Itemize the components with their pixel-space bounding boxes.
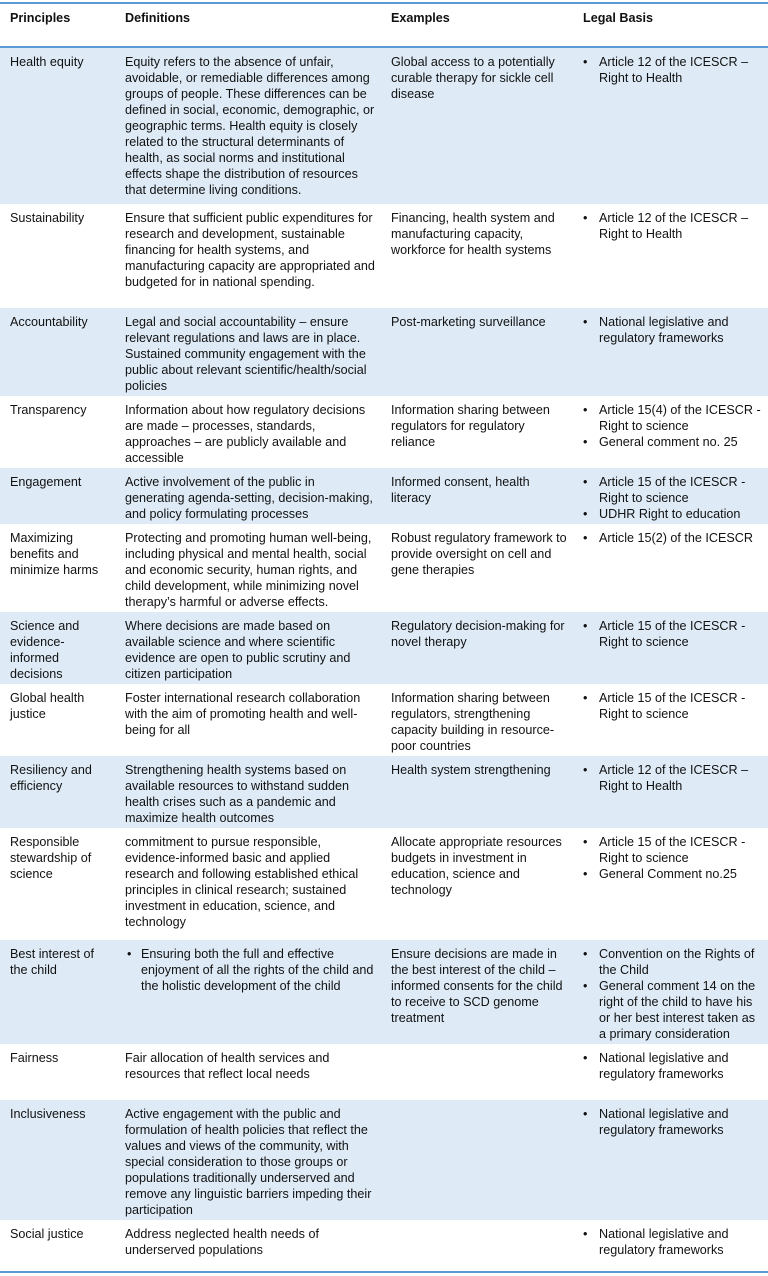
legal-basis-cell [573,308,768,396]
legal-basis-list [583,210,762,242]
example-cell: Ensure decisions are made in the best interest of the child – informed consents for the child to receive to SCD genome treatment [381,940,573,1044]
legal-basis-cell [573,940,768,1044]
legal-basis-item: • Article 15 of the ICESCR - Right to science [599,834,762,866]
table-body [0,47,768,1272]
definition-cell: Where decisions are made based on available science and where scientific evidence are open to public scrutiny and citizen participation [115,612,381,684]
legal-basis-cell [573,204,768,308]
header-legal-basis: Legal Basis [573,3,768,47]
principle-cell: Best interest of the child [0,940,115,1044]
legal-basis-cell [573,47,768,204]
example-cell [381,1100,573,1220]
table-row [0,1044,768,1100]
legal-basis-cell [573,524,768,612]
legal-basis-cell [573,828,768,940]
legal-basis-list [583,474,762,522]
legal-basis-cell [573,1044,768,1100]
table-row [0,756,768,828]
definition-cell: Protecting and promoting human well-being, including physical and mental health, social and economic security, human rights, and child development, while minimizing novel therapy’s harmful or adverse effects. [125,531,372,609]
legal-basis-list [583,402,762,450]
definition-cell: Strengthening health systems based on available resources to withstand sudden health crises such as a pandemic and maximize health outcomes [115,756,381,828]
legal-basis-list [583,690,762,722]
legal-basis-item: • General comment no. 25 [599,434,762,450]
legal-basis-item: • National legislative and regulatory frameworks [599,1050,762,1082]
principle-cell: Resiliency and efficiency [0,756,115,828]
definition-cell: Equity refers to the absence of unfair, avoidable, or remediable differences among groups of people. These differences can be defined in social, economic, demographic, or geographic terms. Health equity is closely related to the structural determinants of health, as social norms and institutional effects shape the distribution of resources that determine living conditions. [115,47,381,204]
legal-basis-cell [573,396,768,468]
table-row [0,524,768,612]
definition-cell: Active involvement of the public in generating agenda-setting, decision-making, and policy formulating processes [115,468,381,524]
principle-cell: Responsible stewardship of science [10,835,92,881]
example-cell [381,1220,573,1272]
principle-cell: Engagement [0,468,115,524]
example-cell [381,1044,573,1100]
definition-list [125,946,375,994]
definition-cell: Foster international research collaboration with the aim of promoting health and well-being for all [125,691,361,737]
definition-cell: Information about how regulatory decisions are made – processes, standards, approaches – are publicly available and accessible [125,403,366,465]
table-row [0,612,768,684]
table-header-row [0,3,768,47]
legal-basis-cell [573,756,768,828]
legal-basis-item: • Article 12 of the ICESCR – Right to Health [599,762,762,794]
header-examples: Examples [381,3,573,47]
example-cell: Information sharing between regulators, strengthening capacity building in resource-poor countries [391,691,555,753]
legal-basis-item: • General comment 14 on the right of the child to have his or her best interest taken as a primary consideration [599,978,762,1042]
table-row [0,47,768,204]
legal-basis-cell [573,684,768,756]
legal-basis-cell [573,1100,768,1220]
legal-basis-item: • General Comment no.25 [599,866,762,882]
legal-basis-list [583,1106,762,1138]
principle-cell: Sustainability [10,211,85,225]
table-row [0,204,768,308]
definition-cell: Legal and social accountability – ensure relevant regulations and laws are in place. Sustained community engagement with the public about relevant scientific/health/social policies [115,308,381,396]
principle-cell: Maximizing benefits and minimize harms [10,531,99,577]
table-row [0,828,768,940]
principles-table [0,2,768,1273]
legal-basis-list [583,946,762,1042]
legal-basis-item: • UDHR Right to education [599,506,762,522]
legal-basis-item: • Convention on the Rights of the Child [599,946,762,978]
principle-cell: Health equity [0,47,115,204]
header-definitions: Definitions [115,3,381,47]
example-cell: Information sharing between regulators for regulatory reliance [391,403,550,449]
principle-cell: Social justice [10,1227,84,1241]
example-cell: Global access to a potentially curable therapy for sickle cell disease [381,47,573,204]
legal-basis-item: • National legislative and regulatory frameworks [599,1226,762,1258]
example-cell: Regulatory decision-making for novel therapy [381,612,573,684]
table-row [0,396,768,468]
table-row [0,1220,768,1272]
table-row [0,308,768,396]
legal-basis-item: • Article 15 of the ICESCR - Right to science [599,618,762,650]
principle-cell: Accountability [0,308,115,396]
principle-cell: Transparency [10,403,87,417]
legal-basis-list [583,54,762,86]
example-cell: Robust regulatory framework to provide oversight on cell and gene therapies [391,531,567,577]
legal-basis-list [583,314,762,346]
definition-cell: Address neglected health needs of underserved populations [125,1227,319,1257]
header-principles: Principles [0,3,115,47]
principle-cell: Science and evidence-informed decisions [0,612,115,684]
example-cell: Health system strengthening [381,756,573,828]
legal-basis-list [583,618,762,650]
legal-basis-cell [573,612,768,684]
legal-basis-list [583,530,762,546]
legal-basis-cell [573,1220,768,1272]
legal-basis-item: • Article 15 of the ICESCR - Right to science [599,690,762,722]
principle-cell: Fairness [10,1051,59,1065]
definition-cell: commitment to pursue responsible, evidence-informed basic and applied research and following established ethical principles in clinical research; sustained investment in education, science, and technology [125,835,359,929]
table-row [0,468,768,524]
legal-basis-item: • Article 15(4) of the ICESCR - Right to science [599,402,762,434]
legal-basis-cell [573,468,768,524]
example-cell: Financing, health system and manufacturing capacity, workforce for health systems [391,211,555,257]
definition-cell: Active engagement with the public and formulation of health policies that reflect the values and views of the community, with special consideration to those groups or populations traditionally underserved and remove any linguistic barriers impeding their participation [115,1100,381,1220]
example-cell: Post-marketing surveillance [381,308,573,396]
example-cell: Allocate appropriate resources budgets in investment in education, science and technology [391,835,562,897]
legal-basis-list [583,1226,762,1258]
table-row [0,940,768,1044]
legal-basis-item: • Article 12 of the ICESCR – Right to Health [599,210,762,242]
legal-basis-item: • National legislative and regulatory frameworks [599,314,762,346]
legal-basis-list [583,1050,762,1082]
legal-basis-list [583,762,762,794]
legal-basis-item: • Article 15 of the ICESCR - Right to science [599,474,762,506]
legal-basis-list [583,834,762,882]
legal-basis-item: • Article 15(2) of the ICESCR [599,530,762,546]
table-row [0,1100,768,1220]
table-row [0,684,768,756]
legal-basis-item: • National legislative and regulatory frameworks [599,1106,762,1138]
principle-cell: Global health justice [10,691,85,721]
definition-cell: Ensure that sufficient public expenditures for research and development, sustainable financing for health systems, and manufacturing capacity are appropriated and budgeted for in national spending. [125,211,375,289]
example-cell: Informed consent, health literacy [381,468,573,524]
legal-basis-item: • Article 12 of the ICESCR – Right to Health [599,54,762,86]
definition-cell [115,940,381,1044]
definition-bullet: • Ensuring both the full and effective enjoyment of all the rights of the child and the holistic development of the child [141,946,375,994]
principle-cell: Inclusiveness [0,1100,115,1220]
definition-cell: Fair allocation of health services and resources that reflect local needs [125,1051,330,1081]
